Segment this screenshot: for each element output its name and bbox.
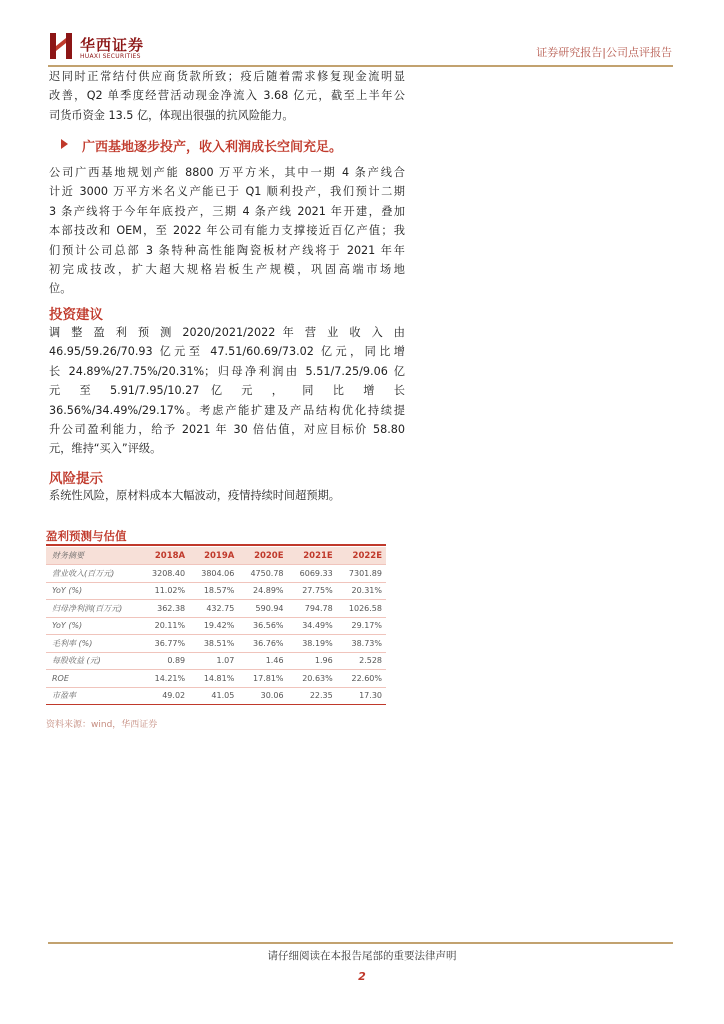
table-cell: 1.96 bbox=[288, 652, 337, 670]
investment-paragraph bbox=[49, 323, 405, 459]
investment-title: 投资建议 bbox=[49, 307, 103, 323]
page-header bbox=[0, 0, 724, 66]
guangxi-line: 初完成技改，扩大超大规格岩板生产规模，巩固高端市场地 bbox=[49, 263, 405, 277]
table-header-cell: 财务摘要 bbox=[46, 547, 140, 565]
page-number: 2 bbox=[358, 970, 366, 983]
table-source: 资料来源：wind，华西证券 bbox=[46, 720, 158, 730]
risk-title: 风险提示 bbox=[49, 471, 103, 487]
table-cell: 27.75% bbox=[288, 582, 337, 600]
table-cell: 362.38 bbox=[140, 600, 189, 618]
intro-line: 改善，Q2 单季度经营活动现金净流入 3.68 亿元，截至上半年公 bbox=[49, 89, 405, 103]
table-cell: 6069.33 bbox=[288, 565, 337, 583]
table-cell: 36.56% bbox=[238, 617, 287, 635]
table-cell: 市盈率 bbox=[46, 687, 140, 705]
table-cell: 每股收益 (元) bbox=[46, 652, 140, 670]
table-header-cell: 2022E bbox=[337, 547, 386, 565]
table-cell: YoY (%) bbox=[46, 617, 140, 635]
table-cell: 20.11% bbox=[140, 617, 189, 635]
table-row bbox=[46, 565, 386, 583]
table-cell: 34.49% bbox=[288, 617, 337, 635]
table-cell: 1.46 bbox=[238, 652, 287, 670]
table-cell: 1026.58 bbox=[337, 600, 386, 618]
table-cell: 38.51% bbox=[189, 635, 238, 653]
investment-line: 元 至 5.91/7.95/10.27 亿 元 ， 同 比 增 长 bbox=[49, 384, 405, 398]
investment-line: 36.56%/34.49%/29.17%。考虑产能扩建及产品结构优化持续提 bbox=[49, 403, 405, 417]
table-cell: 590.94 bbox=[238, 600, 287, 618]
table-cell: 2.528 bbox=[337, 652, 386, 670]
table-header-cell: 2018A bbox=[140, 547, 189, 565]
table-row bbox=[46, 652, 386, 670]
table-cell: 38.73% bbox=[337, 635, 386, 653]
table-cell: 7301.89 bbox=[337, 565, 386, 583]
investment-line: 调 整 盈 利 预 测 2020/2021/2022 年 营 业 收 入 由 bbox=[49, 326, 405, 339]
guangxi-line: 计近 3000 万平方米名义产能已于 Q1 顺利投产，我们预计二期 bbox=[49, 185, 405, 199]
table-cell: 4750.78 bbox=[238, 565, 287, 583]
table-cell: 432.75 bbox=[189, 600, 238, 618]
footer-disclaimer: 请仔细阅读在本报告尾部的重要法律声明 bbox=[267, 950, 457, 962]
table-cell: 19.42% bbox=[189, 617, 238, 635]
guangxi-line: 本部技改和 OEM，至 2022 年公司有能力支撑接近百亿产值；我 bbox=[49, 224, 405, 238]
table-cell: 794.78 bbox=[288, 600, 337, 618]
forecast-table bbox=[46, 547, 386, 705]
table-header-cell: 2020E bbox=[238, 547, 287, 565]
table-row bbox=[46, 582, 386, 600]
report-type: 证券研究报告|公司点评报告 bbox=[536, 46, 672, 59]
investment-line: 元，维持“买入”评级。 bbox=[49, 442, 162, 456]
guangxi-paragraph bbox=[49, 163, 405, 299]
table-header-row bbox=[46, 547, 386, 565]
table-cell: 36.76% bbox=[238, 635, 287, 653]
table-cell: 11.02% bbox=[140, 582, 189, 600]
table-cell: 毛利率 (%) bbox=[46, 635, 140, 653]
guangxi-line: 们预计公司总部 3 条特种高性能陶瓷板材产线将于 2021 年年 bbox=[49, 243, 405, 257]
investment-line: 长 24.89%/27.75%/20.31%；归母净利润由 5.51/7.25/9.06 亿 bbox=[49, 364, 405, 378]
table-row bbox=[46, 670, 386, 688]
table-cell: 30.06 bbox=[238, 687, 287, 705]
company-name: 华西证券 bbox=[80, 36, 145, 54]
table-cell: 38.19% bbox=[288, 635, 337, 653]
table-row bbox=[46, 635, 386, 653]
table-cell: 18.57% bbox=[189, 582, 238, 600]
guangxi-line: 位。 bbox=[49, 282, 72, 296]
table-cell: 36.77% bbox=[140, 635, 189, 653]
table-cell: 3208.40 bbox=[140, 565, 189, 583]
table-cell: 20.31% bbox=[337, 582, 386, 600]
table-header-cell: 2019A bbox=[189, 547, 238, 565]
table-cell: 17.30 bbox=[337, 687, 386, 705]
guangxi-line: 3 条产线将于今年年底投产，三期 4 条产线 2021 年开建，叠加 bbox=[49, 204, 405, 218]
intro-line: 司货币资金 13.5 亿，体现出很强的抗风险能力。 bbox=[49, 108, 294, 122]
table-row bbox=[46, 600, 386, 618]
arrow-bullet-icon bbox=[61, 139, 68, 149]
table-cell: 14.81% bbox=[189, 670, 238, 688]
table-cell: 22.35 bbox=[288, 687, 337, 705]
guangxi-title: 广西基地逐步投产，收入利润成长空间充足。 bbox=[82, 140, 343, 155]
table-cell: ROE bbox=[46, 670, 140, 688]
guangxi-line: 公司广西基地规划产能 8800 万平方米，其中一期 4 条产线合 bbox=[49, 166, 405, 179]
table-cell: 49.02 bbox=[140, 687, 189, 705]
table-cell: 归母净利润(百万元) bbox=[46, 600, 140, 618]
table-cell: 1.07 bbox=[189, 652, 238, 670]
huaxi-logo-icon bbox=[50, 33, 72, 59]
investment-line: 46.95/59.26/70.93 亿元至 47.51/60.69/73.02 亿元，同比增 bbox=[49, 345, 405, 359]
table-cell: 29.17% bbox=[337, 617, 386, 635]
table-cell: 22.60% bbox=[337, 670, 386, 688]
investment-line: 升公司盈利能力，给予 2021 年 30 倍估值，对应目标价 58.80 bbox=[49, 423, 405, 437]
table-cell: 营业收入(百万元) bbox=[46, 565, 140, 583]
table-cell: 24.89% bbox=[238, 582, 287, 600]
footer-divider bbox=[48, 942, 673, 944]
table-cell: 3804.06 bbox=[189, 565, 238, 583]
table-cell: 17.81% bbox=[238, 670, 287, 688]
table-header-cell: 2021E bbox=[288, 547, 337, 565]
intro-line: 迟同时正常结付供应商货款所致；疫后随着需求修复现金流明显 bbox=[49, 70, 405, 83]
company-name-en: HUAXI SECURITIES bbox=[80, 53, 141, 60]
table-top-rule bbox=[46, 544, 386, 546]
risk-text: 系统性风险，原材料成本大幅波动，疫情持续时间超预期。 bbox=[49, 489, 340, 502]
table-cell: 20.63% bbox=[288, 670, 337, 688]
table-cell: 14.21% bbox=[140, 670, 189, 688]
intro-paragraph bbox=[49, 67, 405, 125]
table-cell: 41.05 bbox=[189, 687, 238, 705]
table-row bbox=[46, 687, 386, 705]
table-cell: 0.89 bbox=[140, 652, 189, 670]
table-row bbox=[46, 617, 386, 635]
table-cell: YoY (%) bbox=[46, 582, 140, 600]
table-title: 盈利预测与估值 bbox=[46, 529, 127, 543]
